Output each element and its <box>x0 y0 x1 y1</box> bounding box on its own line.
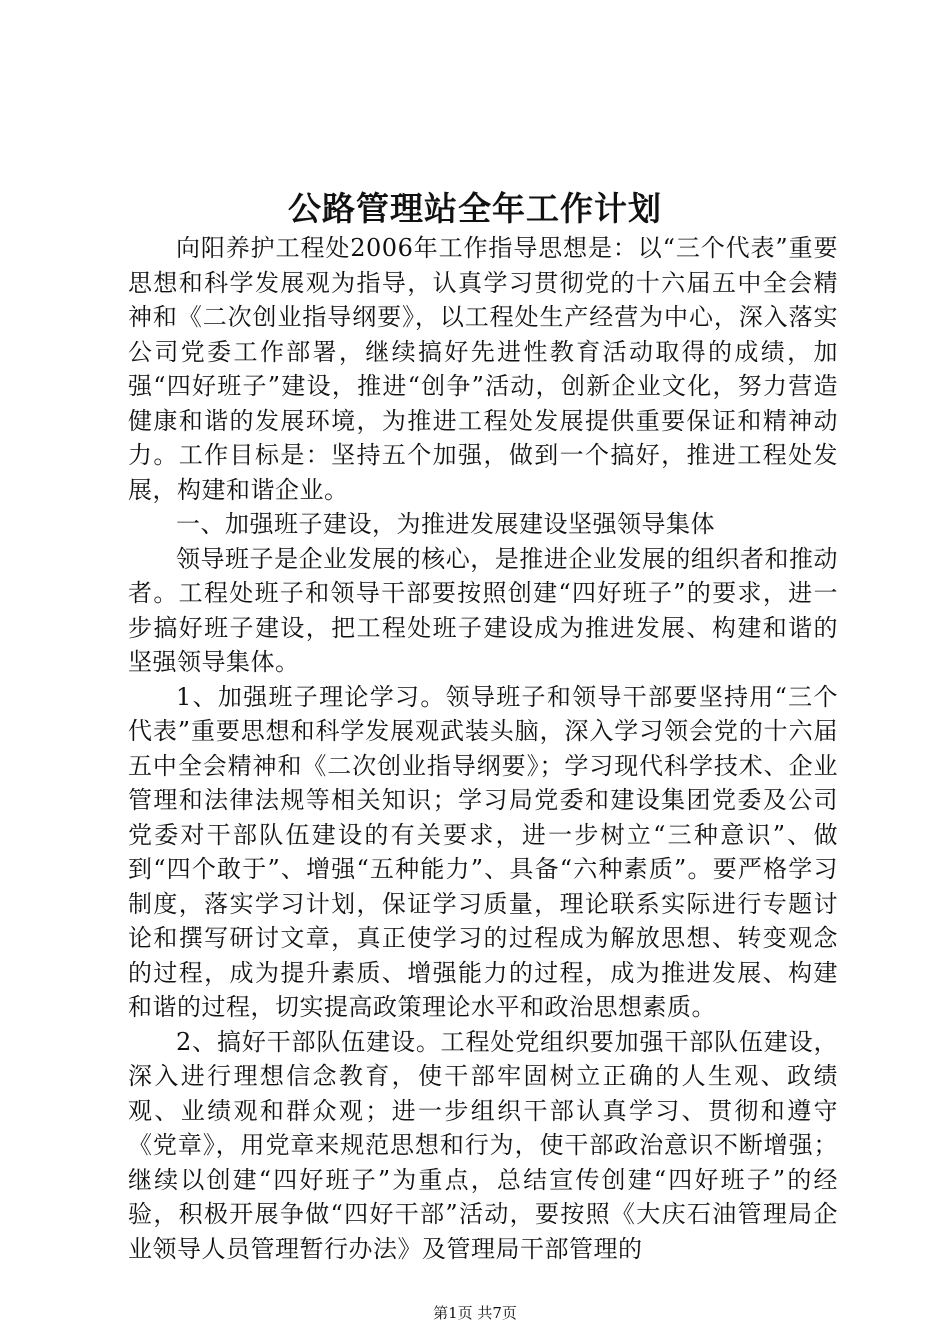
paragraph-intro: 向阳养护工程处2006年工作指导思想是：以“三个代表”重要思想和科学发展观为指导，认真学习贯彻党的十六届五中全会精神和《二次创业指导纲要》，以工程处生产经营为中心，深入落实公司党委工作部署，继续搞好先进性教育活动取得的成绩，加强“四好班子”建设，推进“创争”活动，创新企业文化，努力营造健康和谐的发展环境，为推进工程处发展提供重要保证和精神动力。工作目标是：坚持五个加强，做到一个搞好，推进工程处发展，构建和谐企业。 <box>128 234 838 504</box>
paragraph-item-2: 2、搞好干部队伍建设。工程处党组织要加强干部队伍建设，深入进行理想信念教育，使干部牢固树立正确的人生观、政绩观、业绩观和群众观；进一步组织干部认真学习、贯彻和遵守《党章》，用党章来规范思想和行为，使干部政治意识不断增强；继续以创建“四好班子”为重点，总结宣传创建“四好班子”的经验，积极开展争做“四好干部”活动，要按照《大庆石油管理局企业领导人员管理暂行办法》及管理局干部管理的 <box>128 1027 838 1263</box>
paragraph-item-1: 1、加强班子理论学习。领导班子和领导干部要坚持用“三个代表”重要思想和科学发展观武装头脑，深入学习领会党的十六届五中全会精神和《二次创业指导纲要》；学习现代科学技术、企业管理和法律法规等相关知识；学习局党委和建设集团党委及公司党委对干部队伍建设的有关要求，进一步树立“三种意识”、做到“四个敢于”、增强“五种能力”、具备“六种素质”。要严格学习制度，落实学习计划，保证学习质量，理论联系实际进行专题讨论和撰写研讨文章，真正使学习的过程成为解放思想、转变观念的过程，成为提升素质、增强能力的过程，成为推进发展、构建和谐的过程，切实提高政策理论水平和政治思想素质。 <box>128 682 838 1021</box>
document-title: 公路管理站全年工作计划 <box>288 189 662 228</box>
paragraph-section-1: 领导班子是企业发展的核心，是推进企业发展的组织者和推动者。工程处班子和领导干部要按照创建“四好班子”的要求，进一步搞好班子建设，把工程处班子建设成为推进发展、构建和谐的坚强领导集体。 <box>128 544 838 676</box>
document-body <box>128 231 838 1266</box>
section-heading-1: 一、加强班子建设，为推进发展建设坚强领导集体 <box>176 510 715 538</box>
page-footer: 第1页 共7页 <box>433 1304 517 1322</box>
